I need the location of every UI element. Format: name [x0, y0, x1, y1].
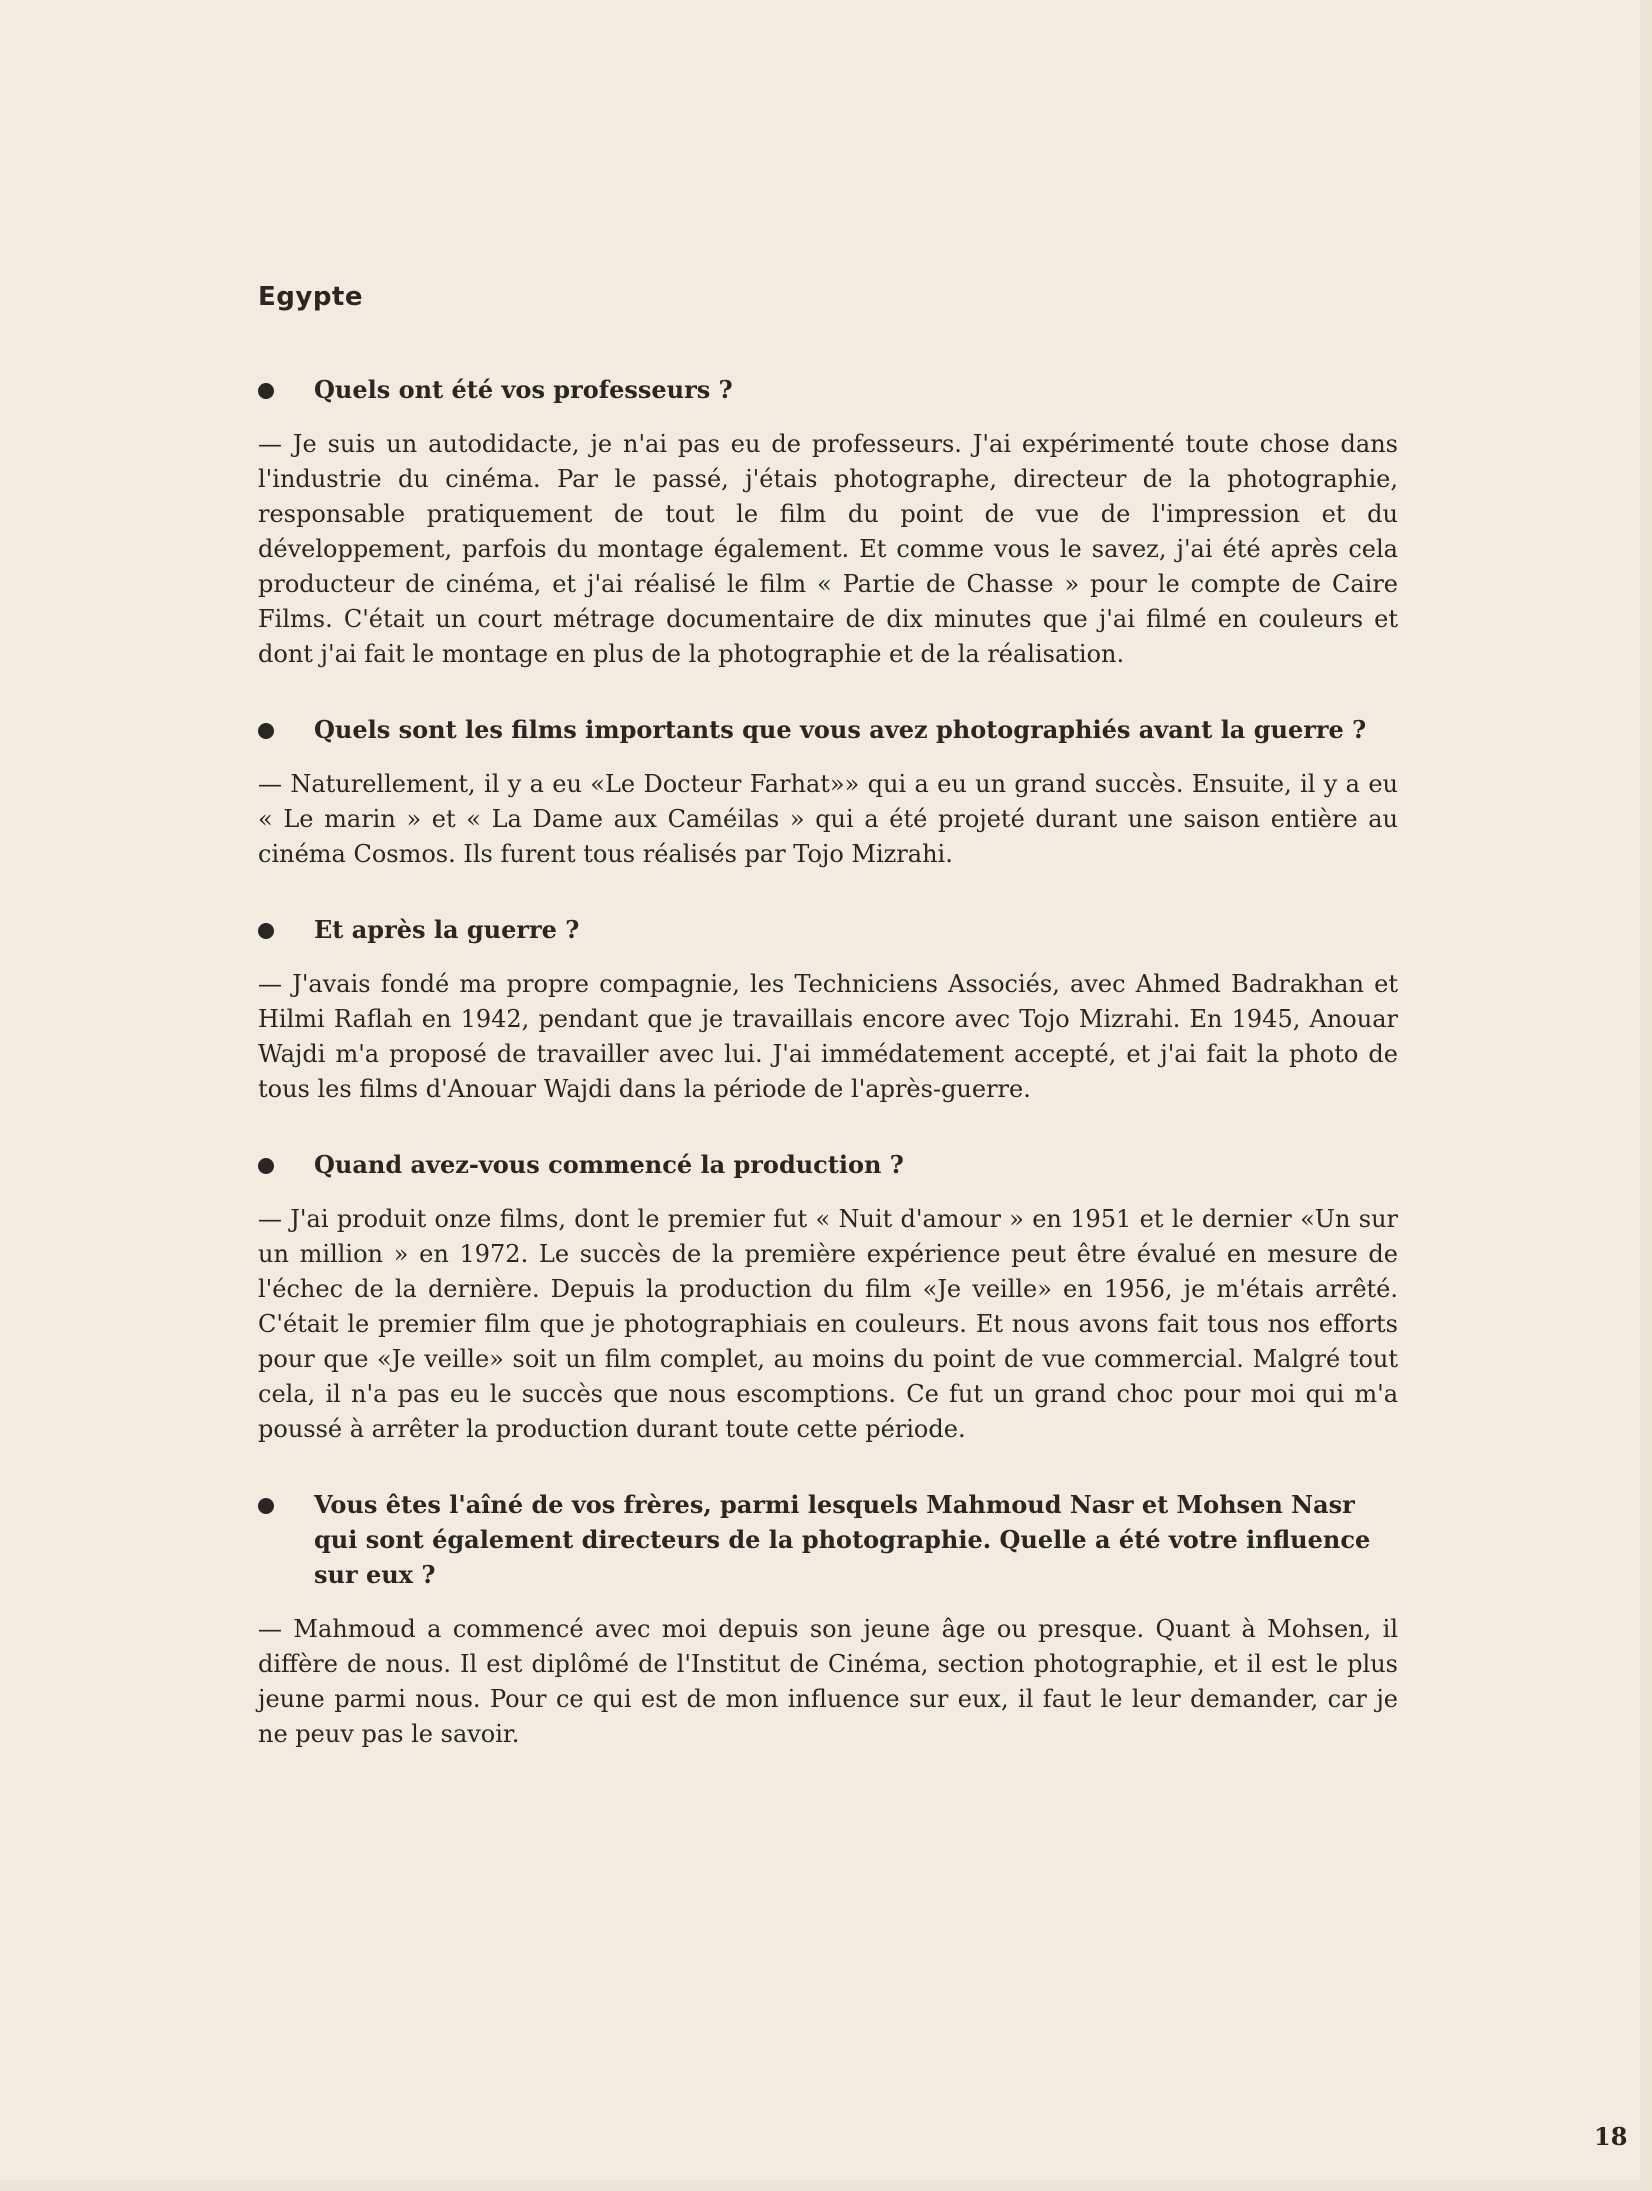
bullet-icon	[258, 723, 274, 739]
question-3	[258, 912, 1398, 947]
answer-5: — Mahmoud a commencé avec moi depuis son jeune âge ou presque. Quant à Mohsen, il diffère de nous. Il est diplômé de l'Institut de Cinéma, section photographie, et il est le plus jeune parmi nous. Pour ce qui est de mon influence sur eux, il faut le leur demander, car je ne peuv pas le savoir.	[258, 1615, 1398, 1748]
page-number: 18	[1594, 2122, 1628, 2151]
question-text: Vous êtes l'aîné de vos frères, parmi lesquels Mahmoud Nasr et Mohsen Nasr qui sont également directeurs de la photographie. Quelle a été votre influence sur eux ?	[314, 1490, 1371, 1589]
question-5	[258, 1487, 1398, 1592]
question-4	[258, 1147, 1398, 1182]
page-content	[258, 282, 1628, 2151]
question-text: Quels sont les films importants que vous avez photographiés avant la guerre ?	[314, 715, 1367, 744]
answer-4: — J'ai produit onze films, dont le premier fut « Nuit d'amour » en 1951 et le dernier «Un sur un million » en 1972. Le succès de la première expérience peut être évalué en mesure de l'échec de la dernière. Depuis la production du film «Je veille» en 1956, je m'étais arrêté. C'était le premier film que je photographiais en couleurs. Et nous avons fait tous nos efforts pour que «Je veille» soit un film complet, au moins du point de vue commercial. Malgré tout cela, il n'a pas eu le succès que nous escomptions. Ce fut un grand choc pour moi qui m'a poussé à arrêter la production durant toute cette période.	[258, 1205, 1398, 1443]
bullet-icon	[258, 383, 274, 399]
question-2	[258, 712, 1398, 747]
answer-3: — J'avais fondé ma propre compagnie, les Techniciens Associés, avec Ahmed Badrakhan et Hilmi Raflah en 1942, pendant que je travaillais encore avec Tojo Mizrahi. En 1945, Anouar Wajdi m'a proposé de travailler avec lui. J'ai immédatement accepté, et j'ai fait la photo de tous les films d'Anouar Wajdi dans la période de l'après-guerre.	[258, 970, 1398, 1103]
bullet-icon	[258, 1498, 274, 1514]
question-text: Et après la guerre ?	[314, 915, 580, 944]
question-1	[258, 372, 1398, 407]
bullet-icon	[258, 1158, 274, 1174]
answer-2: — Naturellement, il y a eu «Le Docteur Farhat»» qui a eu un grand succès. Ensuite, il y a eu « Le marin » et « La Dame aux Caméilas » qui a été projeté durant une saison entière au cinéma Cosmos. Ils furent tous réalisés par Tojo Mizrahi.	[258, 770, 1398, 868]
question-text: Quand avez-vous commencé la production ?	[314, 1150, 904, 1179]
bullet-icon	[258, 923, 274, 939]
question-text: Quels ont été vos professeurs ?	[314, 375, 733, 404]
section-heading: Egypte	[258, 282, 363, 312]
answer-1: — Je suis un autodidacte, je n'ai pas eu de professeurs. J'ai expérimenté toute chose dans l'industrie du cinéma. Par le passé, j'étais photographe, directeur de la photographie, responsable pratiquement de tout le film du point de vue de l'impression et du développement, parfois du montage également. Et comme vous le savez, j'ai été après cela producteur de cinéma, et j'ai réalisé le film « Partie de Chasse » pour le compte de Caire Films. C'était un court métrage documentaire de dix minutes que j'ai filmé en couleurs et dont j'ai fait le montage en plus de la photographie et de la réalisation.	[258, 430, 1398, 668]
